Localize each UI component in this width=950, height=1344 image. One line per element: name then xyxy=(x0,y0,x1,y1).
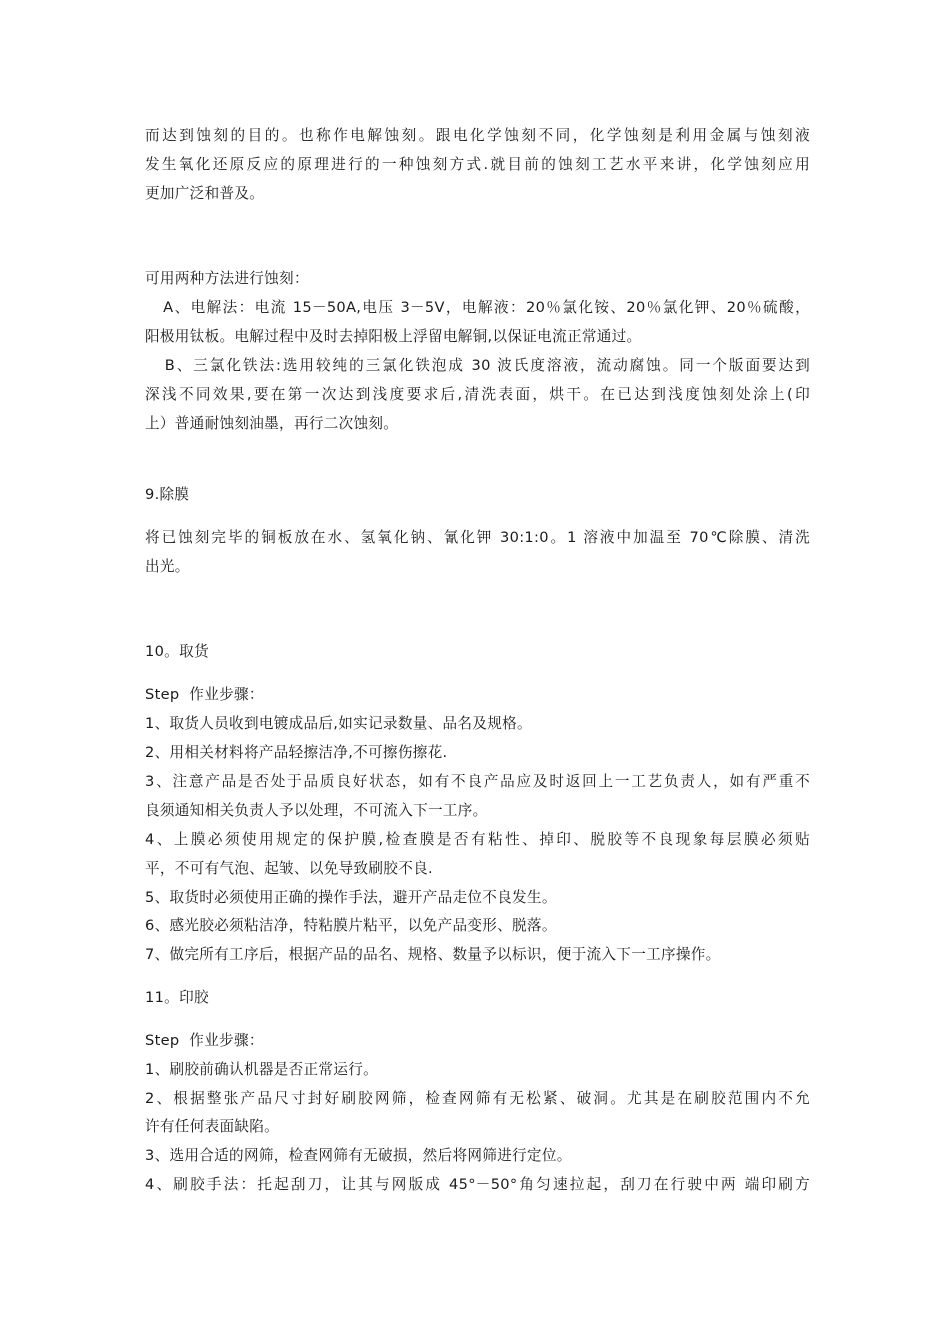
method-b-line: 上）普通耐蚀刻油墨，再行二次蚀刻。 xyxy=(145,415,399,432)
section-11-title: 11。印胶 xyxy=(145,989,209,1006)
section-10-step: 1、取货人员收到电镀成品后,如实记录数量、品名及规格。 xyxy=(145,715,532,732)
intro-line: 更加广泛和普及。 xyxy=(145,185,265,202)
section-11-step: 2、根据整张产品尺寸封好刷胶网筛，检查网筛有无松紧、破洞。尤其是在刷胶范围内不允 xyxy=(145,1090,810,1107)
section-9-line: 出光。 xyxy=(145,558,190,575)
section-11-step-label: Step 作业步骤： xyxy=(145,1032,264,1049)
section-10-step: 4、上膜必须使用规定的保护膜,检查膜是否有粘性、掉印、脱胶等不良现象每层膜必须贴 xyxy=(145,831,810,848)
method-b-line: B、三氯化铁法:选用较纯的三氯化铁泡成 30 波氏度溶液，流动腐蚀。同一个版面要达到 xyxy=(145,357,810,374)
method-b-line: 深浅不同效果,要在第一次达到浅度要求后,清洗表面，烘干。在已达到浅度蚀刻处涂上(印 xyxy=(145,386,810,403)
method-a-line: 阳极用钛板。电解过程中及时去掉阳极上浮留电解铜,以保证电流正常通过。 xyxy=(145,328,642,345)
section-11-step: 4、刷胶手法：托起刮刀，让其与网版成 45°－50°角匀速拉起，刮刀在行驶中两 端印刷方 xyxy=(145,1176,810,1193)
section-10-title: 10。取货 xyxy=(145,643,209,660)
section-10-step: 良须通知相关负责人予以处理，不可流入下一工序。 xyxy=(145,802,488,819)
methods-heading: 可用两种方法进行蚀刻： xyxy=(145,270,309,287)
section-9-line: 将已蚀刻完毕的铜板放在水、氢氧化钠、氰化钾 30:1:0。1 溶液中加温至 70℃除膜、清洗 xyxy=(145,529,810,546)
section-11-step: 1、刷胶前确认机器是否正常运行。 xyxy=(145,1061,378,1078)
section-10-step: 7、做完所有工序后，根据产品的品名、规格、数量予以标识，便于流入下一工序操作。 xyxy=(145,946,721,963)
section-10-step: 5、取货时必须使用正确的操作手法，避开产品走位不良发生。 xyxy=(145,889,557,906)
section-10-step-label: Step 作业步骤： xyxy=(145,686,264,703)
section-10-step: 平，不可有气泡、起皱、以免导致刷胶不良. xyxy=(145,860,433,877)
section-11-step: 3、选用合适的网筛，检查网筛有无破损，然后将网筛进行定位。 xyxy=(145,1147,572,1164)
section-9-title: 9.除膜 xyxy=(145,486,190,503)
section-11-step: 许有任何表面缺陷。 xyxy=(145,1118,280,1135)
intro-line: 发生氧化还原反应的原理进行的一种蚀刻方式.就目前的蚀刻工艺水平来讲，化学蚀刻应用 xyxy=(145,156,810,173)
intro-line: 而达到蚀刻的目的。也称作电解蚀刻。跟电化学蚀刻不同，化学蚀刻是利用金属与蚀刻液 xyxy=(145,127,810,144)
method-a-line: A、电解法：电流 15－50A,电压 3－5V，电解液：20％氯化铵、20％氯化钾、20％硫酸， xyxy=(145,299,810,316)
section-10-step: 6、感光胶必须粘洁净，特粘膜片粘平，以免产品变形、脱落。 xyxy=(145,917,557,934)
section-10-step: 2、用相关材料将产品轻擦洁净,不可擦伤擦花. xyxy=(145,744,448,761)
section-10-step: 3、注意产品是否处于品质良好状态，如有不良产品应及时返回上一工艺负责人，如有严重不 xyxy=(145,773,810,790)
